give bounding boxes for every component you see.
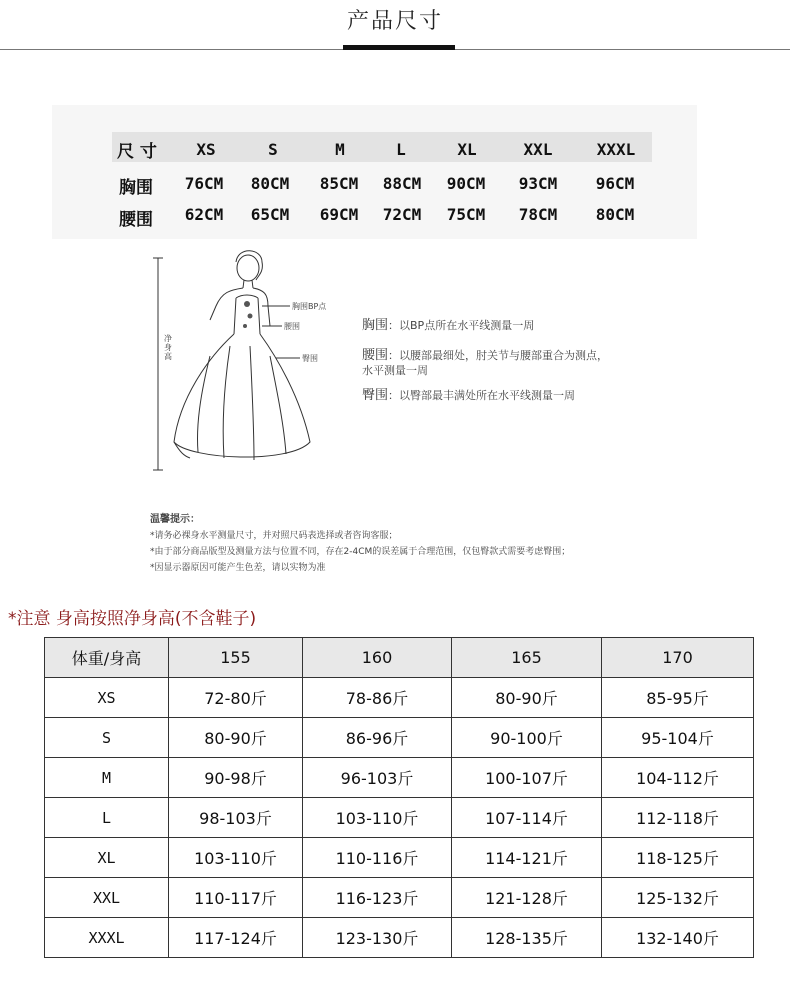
- weight-cell: 110-116斤: [303, 838, 452, 878]
- table-row: [45, 758, 754, 798]
- weight-cell: 125-132斤: [602, 878, 754, 918]
- measurement-bust: [362, 318, 612, 333]
- table-row: [45, 718, 754, 758]
- size-col-xxxl: XXXL: [596, 140, 636, 159]
- page-title: 产品尺寸: [346, 9, 443, 34]
- title-underline: [343, 45, 455, 50]
- weight-cell: 104-112斤: [602, 758, 754, 798]
- tips-line: *因显示器原因可能产生色差，请以实物为准: [150, 563, 326, 573]
- weight-cell: 95-104斤: [602, 718, 754, 758]
- measurement-waist-desc: ：以腰部最细处，肘关节与腰部重合为测点，水平测量一周: [362, 349, 609, 377]
- size-col-s: S: [268, 140, 278, 159]
- waist-s: 65CM: [250, 205, 290, 224]
- bust-xs: 76CM: [184, 174, 224, 193]
- size-header-label: 尺 寸: [117, 142, 157, 162]
- weight-cell: 90-98斤: [169, 758, 303, 798]
- size-chart-header-band: [112, 132, 652, 162]
- weight-cell: 103-110斤: [303, 798, 452, 838]
- waist-xxl: 78CM: [518, 205, 558, 224]
- weight-cell: 107-114斤: [452, 798, 602, 838]
- weight-cell: 128-135斤: [452, 918, 602, 958]
- tips-line: *请务必裸身水平测量尺寸，并对照尺码表选择或者咨询客服；: [150, 531, 398, 541]
- table-row: [45, 798, 754, 838]
- weight-cell: 80-90斤: [452, 678, 602, 718]
- weight-cell: 96-103斤: [303, 758, 452, 798]
- height-header: 170: [602, 638, 754, 678]
- tips-line: *由于部分商品版型及测量方法与位置不同，存在2-4CM的误差属于合理范围，仅包臀款式需要考虑臀围；: [150, 547, 571, 557]
- weight-cell: 132-140斤: [602, 918, 754, 958]
- row-size: M: [45, 758, 169, 798]
- weight-cell: 103-110斤: [169, 838, 303, 878]
- weight-cell: 110-117斤: [169, 878, 303, 918]
- size-col-xs: XS: [196, 140, 216, 159]
- measurement-hip: [362, 388, 612, 403]
- height-header: 155: [169, 638, 303, 678]
- weight-cell: 118-125斤: [602, 838, 754, 878]
- weight-cell: 100-107斤: [452, 758, 602, 798]
- measurement-hip-term: 臀围: [362, 388, 389, 403]
- bust-xl: 90CM: [446, 174, 486, 193]
- callout-hip: 臀围: [302, 354, 318, 363]
- callout-waist: 腰围: [284, 322, 300, 331]
- size-col-m: M: [335, 140, 345, 159]
- table-corner-header: 体重/身高: [45, 638, 169, 678]
- measurement-waist-term: 腰围: [362, 348, 389, 363]
- table-row: [45, 878, 754, 918]
- bust-l: 88CM: [382, 174, 422, 193]
- callout-bust-bp: 胸围BP点: [292, 302, 327, 311]
- height-notice: *注意 身高按照净身高(不含鞋子): [8, 609, 257, 629]
- table-row: [45, 918, 754, 958]
- waist-xxxl: 80CM: [595, 205, 635, 224]
- weight-height-table: [44, 637, 754, 958]
- weight-cell: 114-121斤: [452, 838, 602, 878]
- size-col-xl: XL: [457, 140, 477, 159]
- bust-xxxl: 96CM: [595, 174, 635, 193]
- row-size: XS: [45, 678, 169, 718]
- table-row: [45, 838, 754, 878]
- weight-cell: 117-124斤: [169, 918, 303, 958]
- measurement-waist: [362, 348, 612, 378]
- weight-cell: 98-103斤: [169, 798, 303, 838]
- weight-cell: 123-130斤: [303, 918, 452, 958]
- waist-m: 69CM: [319, 205, 359, 224]
- waist-xl: 75CM: [446, 205, 486, 224]
- bust-xxl: 93CM: [518, 174, 558, 193]
- tips-heading: 温馨提示：: [150, 514, 200, 525]
- height-label: 净身高: [164, 334, 172, 361]
- waist-row-label: 腰围: [119, 210, 153, 230]
- weight-cell: 116-123斤: [303, 878, 452, 918]
- measurement-bust-term: 胸围: [362, 318, 389, 333]
- weight-cell: 112-118斤: [602, 798, 754, 838]
- table-row: [45, 678, 754, 718]
- row-size: XL: [45, 838, 169, 878]
- row-size: L: [45, 798, 169, 838]
- measurement-bust-desc: ：以BP点所在水平线测量一周: [388, 319, 535, 332]
- height-header: 165: [452, 638, 602, 678]
- waist-l: 72CM: [382, 205, 422, 224]
- weight-cell: 121-128斤: [452, 878, 602, 918]
- row-size: S: [45, 718, 169, 758]
- size-col-xxl: XXL: [523, 140, 553, 159]
- height-header: 160: [303, 638, 452, 678]
- size-col-l: L: [396, 140, 406, 159]
- weight-cell: 90-100斤: [452, 718, 602, 758]
- bust-row-label: 胸围: [119, 178, 153, 198]
- bust-m: 85CM: [319, 174, 359, 193]
- weight-cell: 72-80斤: [169, 678, 303, 718]
- weight-cell: 80-90斤: [169, 718, 303, 758]
- weight-cell: 85-95斤: [602, 678, 754, 718]
- bust-s: 80CM: [250, 174, 290, 193]
- row-size: XXXL: [45, 918, 169, 958]
- row-size: XXL: [45, 878, 169, 918]
- tips-block: [150, 512, 570, 576]
- weight-cell: 86-96斤: [303, 718, 452, 758]
- table-header-row: [45, 638, 754, 678]
- measurement-hip-desc: ：以臀部最丰满处所在水平线测量一周: [388, 389, 576, 402]
- weight-cell: 78-86斤: [303, 678, 452, 718]
- waist-xs: 62CM: [184, 205, 224, 224]
